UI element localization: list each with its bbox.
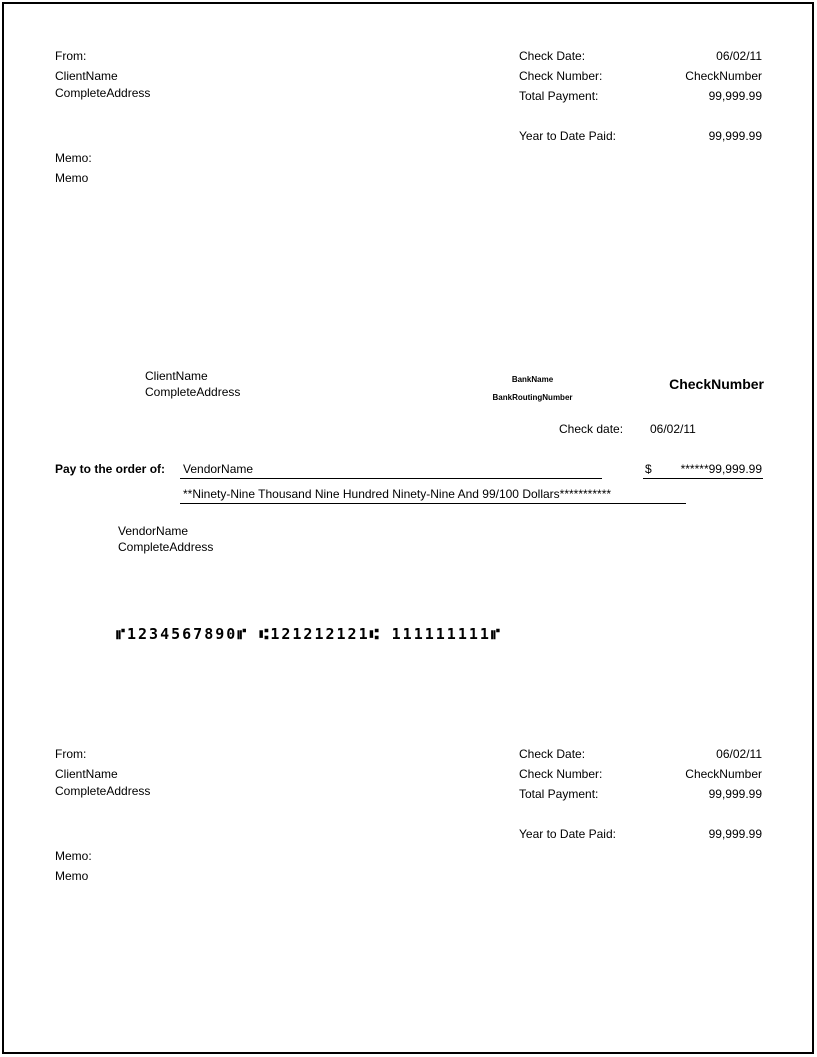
payee-block-name: VendorName	[118, 524, 189, 538]
memo-label: Memo:	[55, 151, 92, 165]
check-date-value: 06/02/11	[716, 49, 762, 63]
total-payment-value: 99,999.99	[708, 89, 762, 103]
micr-line: ⑈1234567890⑈ ⑆121212121⑆ 111111111⑈	[116, 625, 502, 643]
memo-value: Memo	[55, 869, 89, 883]
total-payment-value: 99,999.99	[708, 787, 762, 801]
check-date-label: Check Date:	[519, 49, 586, 63]
currency-symbol: $	[645, 462, 652, 476]
pay-to-label: Pay to the order of:	[55, 462, 166, 476]
check-number-label: Check Number:	[519, 69, 603, 83]
check-date-value: 06/02/11	[650, 422, 696, 436]
total-payment-label: Total Payment:	[519, 89, 599, 103]
check-number: CheckNumber	[669, 376, 764, 392]
check-client-address: CompleteAddress	[145, 385, 241, 399]
amount-numeric: ******99,999.99	[680, 462, 762, 476]
check-number-label: Check Number:	[519, 767, 603, 781]
bank-routing-number: BankRoutingNumber	[492, 393, 573, 402]
check-number-value: CheckNumber	[685, 69, 762, 83]
check-number-value: CheckNumber	[685, 767, 762, 781]
memo-label: Memo:	[55, 849, 92, 863]
check-date-value: 06/02/11	[716, 747, 762, 761]
payee-block-address: CompleteAddress	[118, 540, 214, 554]
payee-underline	[180, 478, 602, 479]
amount-underline	[643, 478, 763, 479]
client-address: CompleteAddress	[55, 86, 151, 100]
bank-name: BankName	[511, 375, 554, 384]
check-client-name: ClientName	[145, 369, 208, 383]
bottom-check-stub	[0, 747, 817, 897]
year-to-date-paid-value: 99,999.99	[708, 827, 762, 841]
amount-words: **Ninety-Nine Thousand Nine Hundred Ninety-Nine And 99/100 Dollars***********	[183, 487, 612, 501]
year-to-date-paid-label: Year to Date Paid:	[519, 827, 616, 841]
client-name: ClientName	[55, 69, 118, 83]
total-payment-label: Total Payment:	[519, 787, 599, 801]
year-to-date-paid-value: 99,999.99	[708, 129, 762, 143]
payee-name: VendorName	[183, 462, 254, 476]
check-date-label: Check date:	[559, 422, 624, 436]
memo-value: Memo	[55, 171, 89, 185]
check-date-label: Check Date:	[519, 747, 586, 761]
client-name: ClientName	[55, 767, 118, 781]
from-label: From:	[55, 49, 87, 63]
from-label: From:	[55, 747, 87, 761]
top-check-stub	[0, 49, 817, 199]
client-address: CompleteAddress	[55, 784, 151, 798]
check-body	[0, 362, 817, 652]
amount-words-underline	[180, 503, 686, 504]
year-to-date-paid-label: Year to Date Paid:	[519, 129, 616, 143]
